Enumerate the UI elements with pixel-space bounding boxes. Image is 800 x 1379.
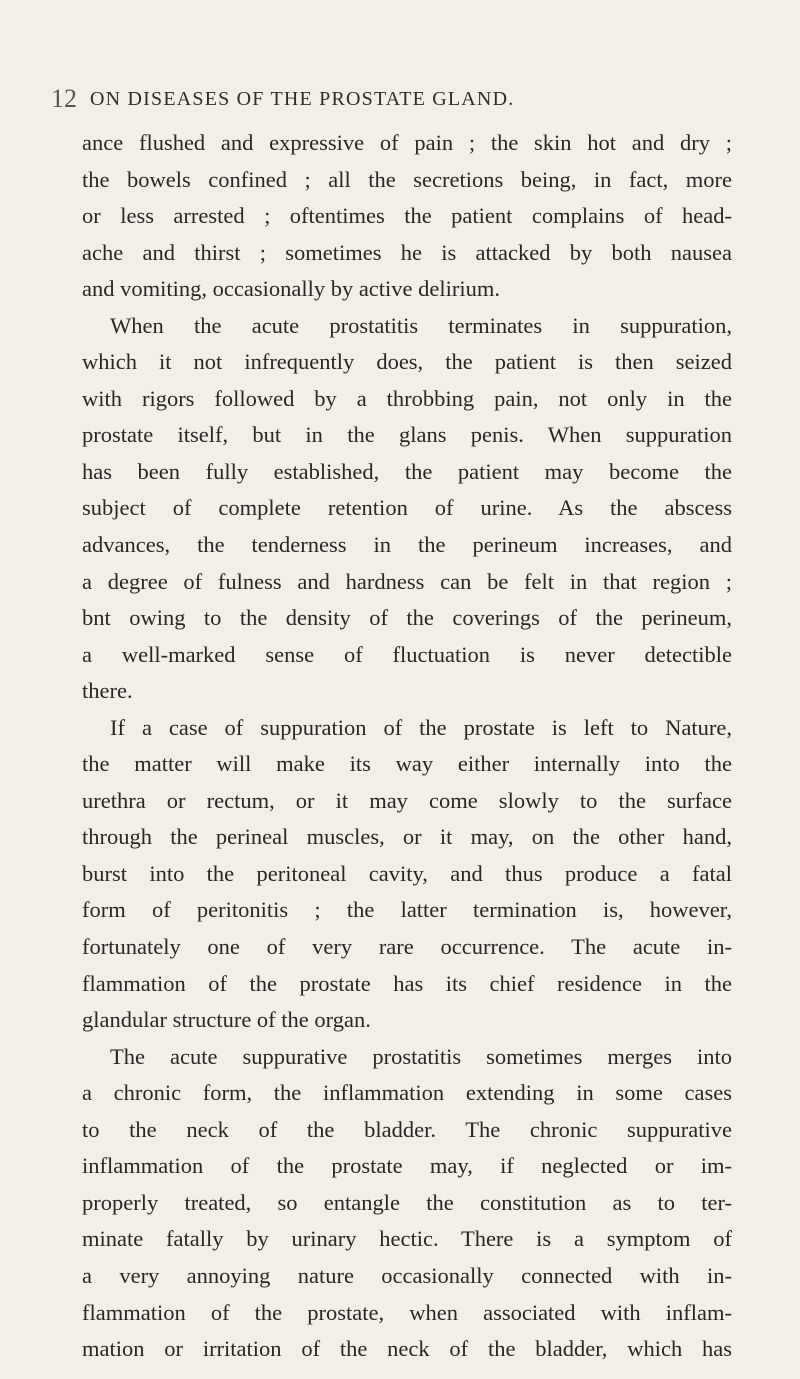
text-line: flammation of the prostate, when associated with inflam- — [82, 1299, 732, 1325]
text-line: urethra or rectum, or it may come slowly to the surface — [82, 787, 732, 813]
text-line: to the neck of the bladder. The chronic suppurative — [82, 1116, 732, 1142]
page-number: 12 — [51, 84, 77, 113]
text-line: has been fully established, the patient may become the — [82, 458, 732, 484]
text-line: prostate itself, but in the glans penis. When suppuration — [82, 422, 732, 448]
text-line: bnt owing to the density of the coverings of the perineum, — [82, 605, 732, 631]
text-line: The acute suppurative prostatitis sometimes merges into — [110, 1043, 732, 1069]
text-line: a degree of fulness and hardness can be felt in that region ; — [82, 568, 732, 594]
text-line: a chronic form, the inflammation extending in some cases — [82, 1080, 732, 1106]
body-text — [82, 125, 732, 1368]
text-line: or less arrested ; oftentimes the patient complains of head- — [82, 203, 732, 229]
text-line: a well-marked sense of fluctuation is never detectible — [82, 641, 732, 667]
text-line: a very annoying nature occasionally connected with in- — [82, 1262, 732, 1288]
text-line: burst into the peritoneal cavity, and thus produce a fatal — [82, 860, 732, 886]
text-line: properly treated, so entangle the constitution as to ter- — [82, 1189, 732, 1215]
text-line: which it not infrequently does, the patient is then seized — [82, 349, 732, 375]
text-line: minate fatally by urinary hectic. There is a symptom of — [82, 1226, 732, 1252]
text-line: the matter will make its way either internally into the — [82, 751, 732, 777]
text-line: ance flushed and expressive of pain ; the skin hot and dry ; — [82, 130, 732, 155]
text-line: fortunately one of very rare occurrence. The acute in- — [82, 934, 732, 960]
text-line: and vomiting, occasionally by active delirium. — [82, 276, 501, 302]
text-line: glandular structure of the organ. — [82, 1007, 371, 1033]
text-line: through the perineal muscles, or it may, on the other hand, — [82, 824, 732, 850]
text-line: When the acute prostatitis terminates in suppuration, — [110, 312, 732, 338]
text-line: with rigors followed by a throbbing pain, not only in the — [82, 385, 732, 411]
text-line: form of peritonitis ; the latter termination is, however, — [82, 897, 732, 923]
text-line: If a case of suppuration of the prostate is left to Nature, — [110, 714, 732, 740]
text-line: mation or irritation of the neck of the bladder, which has — [82, 1336, 732, 1362]
running-head — [51, 84, 751, 114]
text-line: advances, the tenderness in the perineum increases, and — [82, 532, 732, 558]
running-title: ON DISEASES OF THE PROSTATE GLAND. — [90, 88, 515, 110]
text-line: there. — [82, 678, 133, 704]
text-line: flammation of the prostate has its chief residence in the — [82, 970, 732, 996]
text-line: inflammation of the prostate may, if neglected or im- — [82, 1153, 732, 1179]
text-line: ache and thirst ; sometimes he is attacked by both nausea — [82, 239, 732, 265]
text-line: the bowels confined ; all the secretions being, in fact, more — [82, 166, 732, 192]
text-line: subject of complete retention of urine. As the abscess — [82, 495, 732, 521]
